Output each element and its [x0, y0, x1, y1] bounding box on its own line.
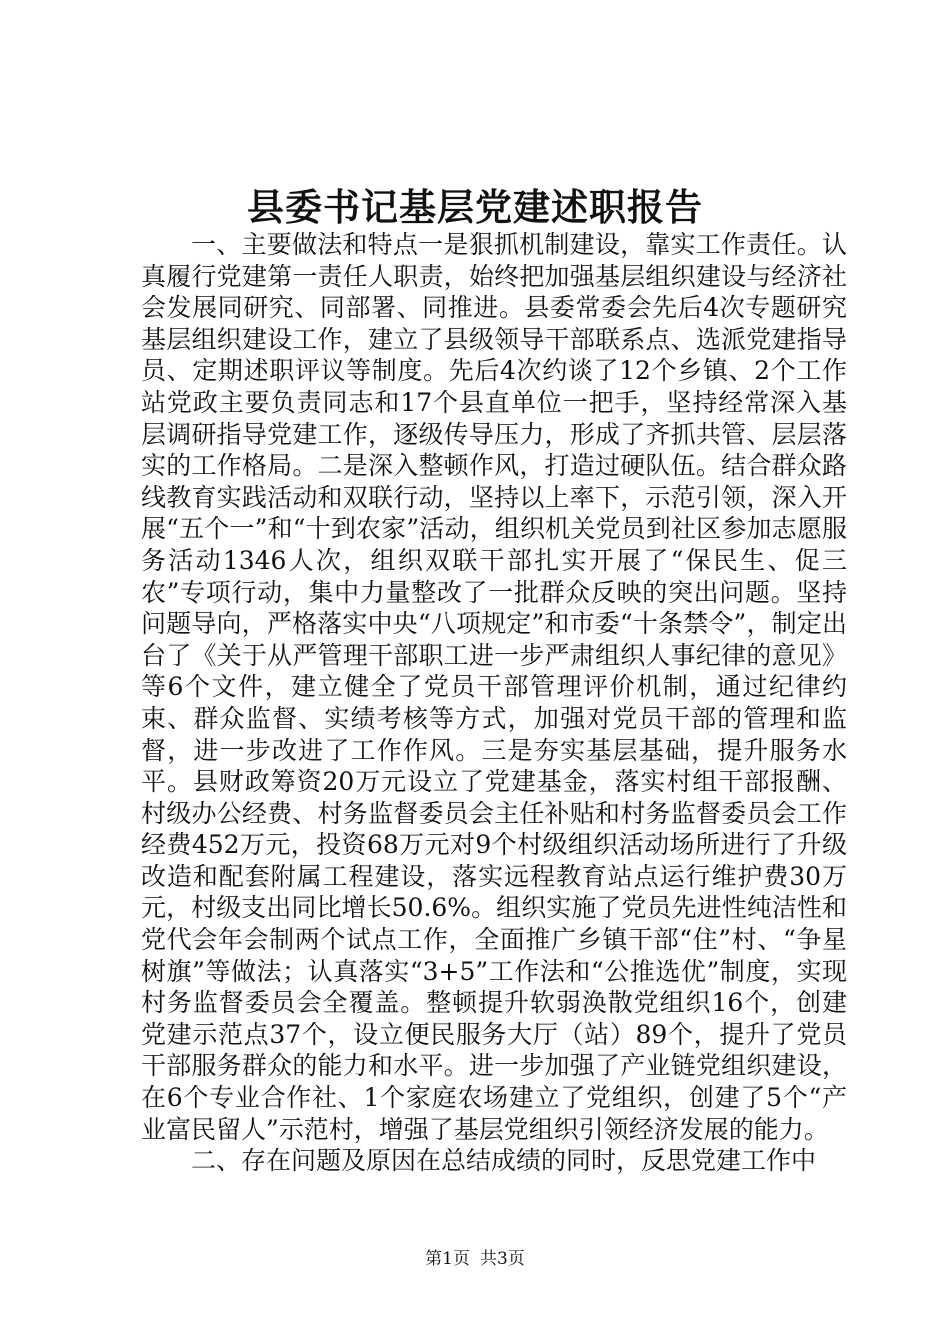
document-title: 县委书记基层党建述职报告 [247, 186, 703, 229]
page-footer [0, 1247, 950, 1271]
page-total: 共3页 [480, 1249, 525, 1269]
body-paragraph-2: 二、存在问题及原因在总结成绩的同时，反思党建工作中 [191, 1146, 817, 1176]
page-number: 第1页 [425, 1249, 470, 1269]
body-paragraph-1: 一、主要做法和特点一是狠抓机制建设，靠实工作责任。认真履行党建第一责任人职责，始终把加强基层组织建设与经济社会发展同研究、同部署、同推进。县委常委会先后4次专题研究基层组织建设工作，建立了县级领导干部联系点、选派党建指导员、定期述职评议等制度。先后4次约谈了12个乡镇、2个工作站党政主要负责同志和17个县直单位一把手，坚持经常深入基层调研指导党建工作，逐级传导压力，形成了齐抓共管、层层落实的工作格局。二是深入整顿作风，打造过硬队伍。结合群众路线教育实践活动和双联行动，坚持以上率下，示范引领，深入开展“五个一”和“十到农家”活动，组织机关党员到社区参加志愿服务活动1346人次，组织双联干部扎实开展了“保民生、促三农”专项行动，集中力量整改了一批群众反映的突出问题。坚持问题导向，严格落实中央“八项规定”和市委“十条禁令”，制定出台了《关于从严管理干部职工进一步严肃组织人事纪律的意见》等6个文件，建立健全了党员干部管理评价机制，通过纪律约束、群众监督、实绩考核等方式，加强对党员干部的管理和监督，进一步改进了工作作风。三是夯实基层基础，提升服务水平。县财政筹资20万元设立了党建基金，落实村组干部报酬、村级办公经费、村务监督委员会主任补贴和村务监督委员会工作经费452万元，投资68万元对9个村级组织活动场所进行了升级改造和配套附属工程建设，落实远程教育站点运行维护费30万元，村级支出同比增长50.6%。组织实施了党员先进性纯洁性和党代会年会制两个试点工作，全面推广乡镇干部“住”村、“争星树旗”等做法；认真落实“3+5”工作法和“公推选优”制度，实现村务监督委员会全覆盖。整顿提升软弱涣散党组织16个，创建党建示范点37个，设立便民服务大厅（站）89个，提升了党员干部服务群众的能力和水平。进一步加强了产业链党组织建设，在6个专业合作社、1个家庭农场建立了党组织，创建了5个“产业富民留人”示范村，增强了基层党组织引领经济发展的能力。 [141, 230, 847, 1144]
document-body [141, 229, 847, 1177]
